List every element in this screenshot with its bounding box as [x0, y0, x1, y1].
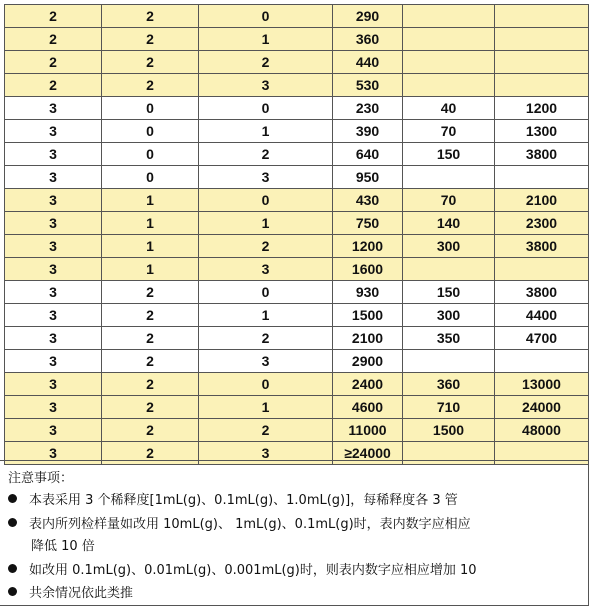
table-cell — [403, 74, 495, 97]
table-cell: 40 — [403, 97, 495, 120]
table-cell: 300 — [403, 304, 495, 327]
table-cell: 1500 — [403, 419, 495, 442]
table-cell: 2 — [5, 74, 102, 97]
table-cell — [495, 350, 589, 373]
table-row — [5, 327, 589, 350]
table-cell — [495, 51, 589, 74]
note-text-2-continuation: 降低 10 倍 — [31, 539, 95, 554]
table-cell: 300 — [403, 235, 495, 258]
table-cell: 2 — [102, 327, 199, 350]
table-cell: 3 — [5, 373, 102, 396]
table-cell: 2400 — [333, 373, 403, 396]
table-cell: 2 — [102, 281, 199, 304]
notes-title: 注意事项： — [8, 471, 74, 486]
table-cell: 3 — [5, 212, 102, 235]
table-cell: 3 — [199, 350, 333, 373]
table-cell: 390 — [333, 120, 403, 143]
table-cell: 2 — [102, 74, 199, 97]
table-cell: 2 — [102, 373, 199, 396]
table-cell: 3 — [5, 166, 102, 189]
table-cell: 4400 — [495, 304, 589, 327]
note-text-1: 本表采用 3 个稀释度[1mL(g)、0.1mL(g)、1.0mL(g)]，每稀释度各 3 管 — [29, 493, 458, 508]
table-row — [5, 419, 589, 442]
table-row — [5, 166, 589, 189]
table-cell: 48000 — [495, 419, 589, 442]
table-row — [5, 396, 589, 419]
table-row — [5, 143, 589, 166]
table-cell: 2 — [5, 51, 102, 74]
table-cell: 2 — [199, 143, 333, 166]
table-row — [5, 373, 589, 396]
table-cell — [403, 166, 495, 189]
table-cell — [495, 5, 589, 28]
table-cell: 3 — [199, 258, 333, 281]
note-item-2 — [8, 513, 471, 532]
table-cell — [403, 258, 495, 281]
table-cell: 140 — [403, 212, 495, 235]
table-cell: 3 — [5, 97, 102, 120]
table-cell: 3 — [5, 258, 102, 281]
table-cell: 150 — [403, 143, 495, 166]
table-cell: 1500 — [333, 304, 403, 327]
table-cell: 70 — [403, 120, 495, 143]
notes-section — [0, 460, 589, 606]
table-cell: 24000 — [495, 396, 589, 419]
note-item-1 — [8, 489, 458, 508]
table-row — [5, 281, 589, 304]
table-cell — [403, 5, 495, 28]
bullet-icon — [8, 518, 17, 527]
table-cell: 4600 — [333, 396, 403, 419]
table-cell: 3 — [5, 120, 102, 143]
table-cell: 1 — [199, 120, 333, 143]
table-cell: 1 — [102, 235, 199, 258]
table-cell: 750 — [333, 212, 403, 235]
table-cell: 0 — [199, 97, 333, 120]
table-cell: 0 — [102, 143, 199, 166]
table-row — [5, 212, 589, 235]
table-cell: 3 — [5, 143, 102, 166]
table-row — [5, 120, 589, 143]
table-cell: 3 — [5, 235, 102, 258]
table-cell: 3 — [5, 396, 102, 419]
note-item-3 — [8, 559, 477, 578]
table-cell: 0 — [199, 281, 333, 304]
table-cell: 3 — [5, 327, 102, 350]
table-cell: 3 — [5, 442, 102, 465]
table-cell: 3800 — [495, 281, 589, 304]
note-text-2: 表内所列检样量如改用 10mL(g)、 1mL(g)、0.1mL(g)时，表内数字应相应 — [29, 517, 471, 532]
table-cell: 1 — [199, 212, 333, 235]
table-cell — [495, 258, 589, 281]
table-cell: 3800 — [495, 235, 589, 258]
table-cell: 3 — [5, 419, 102, 442]
table-row — [5, 235, 589, 258]
table-cell: 360 — [333, 28, 403, 51]
table-cell: 3800 — [495, 143, 589, 166]
table-row — [5, 28, 589, 51]
mpn-table-body — [5, 5, 589, 465]
table-cell: 710 — [403, 396, 495, 419]
table-cell: 2100 — [495, 189, 589, 212]
table-cell: 0 — [102, 166, 199, 189]
table-cell: 1200 — [333, 235, 403, 258]
table-cell: 2100 — [333, 327, 403, 350]
note-item-4 — [8, 582, 133, 601]
table-cell: 2300 — [495, 212, 589, 235]
table-cell: 3 — [199, 442, 333, 465]
table-cell: 1 — [199, 28, 333, 51]
table-cell: 2 — [199, 327, 333, 350]
table-cell: 0 — [199, 189, 333, 212]
table-row — [5, 258, 589, 281]
table-cell: 3 — [5, 304, 102, 327]
table-cell — [495, 74, 589, 97]
table-row — [5, 74, 589, 97]
table-cell: 1300 — [495, 120, 589, 143]
table-cell: 2 — [102, 350, 199, 373]
table-cell — [495, 28, 589, 51]
table-cell: 2 — [199, 235, 333, 258]
table-cell: 1 — [102, 212, 199, 235]
bullet-icon — [8, 587, 17, 596]
table-cell: 930 — [333, 281, 403, 304]
table-cell: 1 — [102, 189, 199, 212]
table-row — [5, 304, 589, 327]
table-cell: 0 — [199, 5, 333, 28]
table-cell — [495, 166, 589, 189]
table-cell: 2 — [199, 419, 333, 442]
table-cell — [403, 28, 495, 51]
table-cell: 1 — [199, 396, 333, 419]
table-cell: 1600 — [333, 258, 403, 281]
table-cell: 2 — [102, 304, 199, 327]
table-cell: ≥24000 — [333, 442, 403, 465]
table-row — [5, 5, 589, 28]
table-cell: 230 — [333, 97, 403, 120]
table-cell — [403, 350, 495, 373]
table-cell: 3 — [5, 189, 102, 212]
table-cell: 2 — [5, 28, 102, 51]
table-cell: 1200 — [495, 97, 589, 120]
table-cell: 2 — [102, 28, 199, 51]
table-cell: 290 — [333, 5, 403, 28]
table-cell: 440 — [333, 51, 403, 74]
table-cell: 11000 — [333, 419, 403, 442]
table-cell: 0 — [102, 97, 199, 120]
table-cell: 13000 — [495, 373, 589, 396]
note-text-3: 如改用 0.1mL(g)、0.01mL(g)、0.001mL(g)时，则表内数字应相应增加 10 — [29, 563, 477, 578]
table-cell: 2 — [102, 419, 199, 442]
table-cell: 530 — [333, 74, 403, 97]
table-cell: 0 — [199, 373, 333, 396]
table-row — [5, 350, 589, 373]
table-cell: 150 — [403, 281, 495, 304]
table-cell: 2 — [102, 396, 199, 419]
bullet-icon — [8, 494, 17, 503]
table-row — [5, 189, 589, 212]
table-cell — [403, 51, 495, 74]
table-cell: 2 — [199, 51, 333, 74]
table-cell: 3 — [5, 350, 102, 373]
mpn-table — [4, 4, 589, 465]
table-cell: 350 — [403, 327, 495, 350]
note-text-4: 共余情况依此类推 — [29, 586, 134, 601]
table-cell: 4700 — [495, 327, 589, 350]
table-cell: 360 — [403, 373, 495, 396]
table-cell: 0 — [102, 120, 199, 143]
table-cell: 3 — [199, 166, 333, 189]
table-cell: 2 — [5, 5, 102, 28]
table-cell: 2 — [102, 5, 199, 28]
table-cell: 2 — [102, 51, 199, 74]
table-cell: 2900 — [333, 350, 403, 373]
table-cell: 1 — [199, 304, 333, 327]
table-cell: 640 — [333, 143, 403, 166]
table-cell: 2 — [102, 442, 199, 465]
table-cell: 3 — [199, 74, 333, 97]
bullet-icon — [8, 564, 17, 573]
table-cell: 950 — [333, 166, 403, 189]
table-row — [5, 97, 589, 120]
table-cell: 70 — [403, 189, 495, 212]
table-row — [5, 51, 589, 74]
table-cell: 3 — [5, 281, 102, 304]
table-cell: 1 — [102, 258, 199, 281]
table-cell: 430 — [333, 189, 403, 212]
